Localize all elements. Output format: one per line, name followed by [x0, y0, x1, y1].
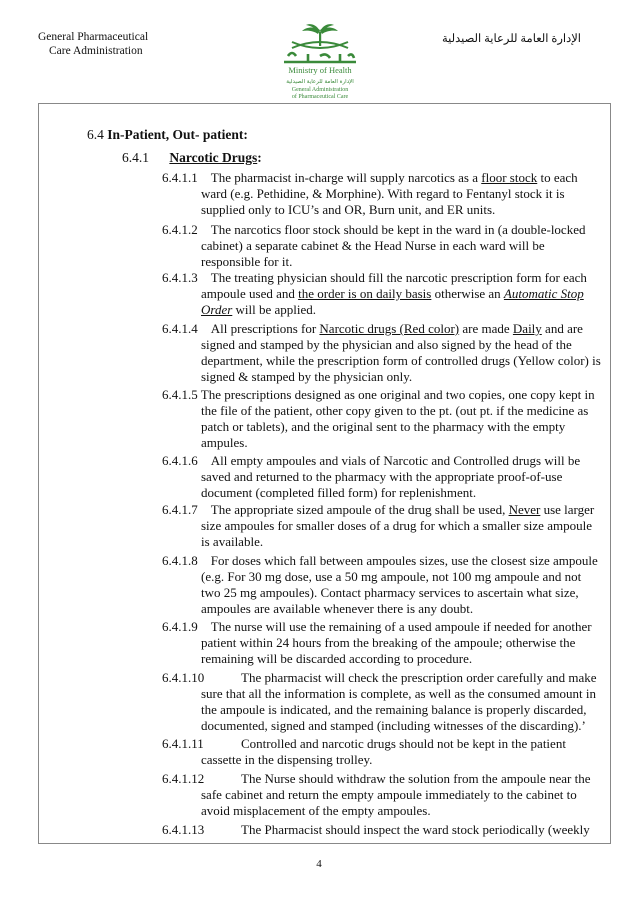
item-text-underlined: Never — [508, 502, 541, 517]
list-item — [162, 170, 602, 218]
ministry-logo-icon — [262, 22, 378, 104]
item-text: and are signed and stamped by the physician and also signed by the head of the department, while the prescription form of controlled drugs (Yellow color) is signed & stamped by the physician only. — [201, 321, 601, 384]
item-text: The narcotics floor stock should be kept in the ward in (a double-locked cabinet) a separate cabinet & the Head Nurse in each ward will be responsible for it. — [201, 222, 586, 269]
list-item — [162, 222, 602, 270]
section-heading — [87, 127, 248, 143]
item-number: 6.4.1.3 — [162, 270, 198, 285]
item-text: will be applied. — [232, 302, 317, 317]
item-number: 6.4.1.5 — [162, 387, 198, 402]
logo-sub2-text: of Pharmaceutical Care — [291, 94, 349, 100]
header-org-english — [38, 30, 148, 58]
list-item — [162, 321, 602, 385]
section-title: In-Patient, Out- patient: — [107, 127, 248, 142]
item-text-underlined: the order is on daily basis — [298, 286, 432, 301]
item-number: 6.4.1.11 — [162, 736, 204, 751]
list-item — [162, 270, 602, 318]
list-item — [162, 553, 602, 617]
item-number: 6.4.1.2 — [162, 222, 198, 237]
page-number: 4 — [316, 858, 322, 870]
logo-sub1-text: General Administration — [291, 87, 349, 93]
item-text-underlined-italic: Automatic Stop Order — [201, 286, 584, 317]
list-item — [162, 670, 602, 734]
item-number: 6.4.1.13 — [162, 822, 205, 837]
list-item — [162, 736, 602, 768]
list-item — [162, 453, 602, 501]
item-number: 6.4.1.6 — [162, 453, 198, 468]
item-number: 6.4.1.8 — [162, 553, 198, 568]
section-number: 6.4 — [87, 127, 104, 142]
list-item — [162, 619, 602, 667]
item-text-underlined: Daily — [512, 321, 542, 336]
list-item — [162, 822, 602, 838]
item-number: 6.4.1.9 — [162, 619, 198, 634]
item-text: to each ward (e.g. Pethidine, & Morphine). With regard to Fentanyl stock it is supplied only to ICU’s and OR, Burn unit, and ER units. — [201, 170, 578, 217]
subsection-colon: : — [257, 150, 262, 165]
subsection-heading — [122, 150, 262, 166]
header-org-arabic: الإدارة العامة للرعاية الصيدلية — [441, 33, 581, 45]
item-text-underlined: Narcotic drugs (Red color) — [319, 321, 460, 336]
item-text: are made — [459, 321, 513, 336]
logo-english-text: Ministry of Health — [288, 65, 352, 75]
list-item — [162, 502, 602, 550]
list-item — [162, 387, 602, 451]
item-text: The appropriate sized ampoule of the drug shall be used, — [210, 502, 509, 517]
item-text: The nurse will use the remaining of a used ampoule if needed for another patient within 24 hours from the breaking of the ampoule; otherwise the remaining will be discarded according to procedure. — [201, 619, 592, 666]
item-text: otherwise an — [431, 286, 504, 301]
item-text: The pharmacist in-charge will supply narcotics as a — [210, 170, 482, 185]
subsection-title: Narcotic Drugs — [169, 150, 258, 165]
item-text: The treating physician should fill the narcotic prescription form for each ampoule used and — [201, 270, 587, 301]
logo-sub-arabic-text: الإدارة العامة للرعاية الصيدلية — [286, 79, 354, 85]
item-number: 6.4.1.4 — [162, 321, 198, 336]
item-text-underlined: floor stock — [481, 170, 538, 185]
item-text: The Pharmacist should inspect the ward stock periodically (weekly — [241, 822, 590, 837]
subsection-number: 6.4.1 — [122, 150, 149, 165]
item-text: All empty ampoules and vials of Narcotic and Controlled drugs will be saved and returned to the pharmacy with the appropriate proof-of-use document (completed filled form) for replenishment. — [201, 453, 581, 500]
list-item — [162, 771, 602, 819]
item-text: For doses which fall between ampoules sizes, use the closest size ampoule (e.g. For 30 mg dose, use a 50 mg ampoule, not 100 mg ampoule and not two 25 mg ampoules). Contact pharmacy services to ascertain what size, ampoules are available whenever there is any doubt. — [201, 553, 598, 616]
item-number: 6.4.1.7 — [162, 502, 198, 517]
item-text: The pharmacist will check the prescription order carefully and make sure that all the information is complete, as well as the consumed amount in the ampoule is indicated, and the remaining balance is properly discarded, documented, signed and stamped (including witnesses of the discarding).’ — [201, 670, 597, 733]
item-text: The prescriptions designed as one original and two copies, one copy kept in the file of the patient, other copy given to the pt. (out pt. if the medicine as patch or tablets), and the original sent to the pharmacy with the empty ampules. — [200, 387, 595, 450]
item-number: 6.4.1.1 — [162, 170, 198, 185]
item-number: 6.4.1.10 — [162, 670, 205, 685]
item-text: All prescriptions for — [210, 321, 320, 336]
header-org-line2: Care Administration — [49, 45, 143, 57]
ministry-logo — [262, 22, 378, 104]
item-text: Controlled and narcotic drugs should not be kept in the patient cassette in the dispensing trolley. — [201, 736, 566, 767]
item-text: use larger size ampoules for smaller doses of a drug for which a smaller size ampoule is available. — [201, 502, 595, 549]
item-text: The Nurse should withdraw the solution from the ampoule near the safe cabinet and return the empty ampoule immediately to the cabinet to avoid misplacement of the empty ampoules. — [201, 771, 591, 818]
header-org-line1: General Pharmaceutical — [38, 31, 149, 43]
item-number: 6.4.1.12 — [162, 771, 205, 786]
